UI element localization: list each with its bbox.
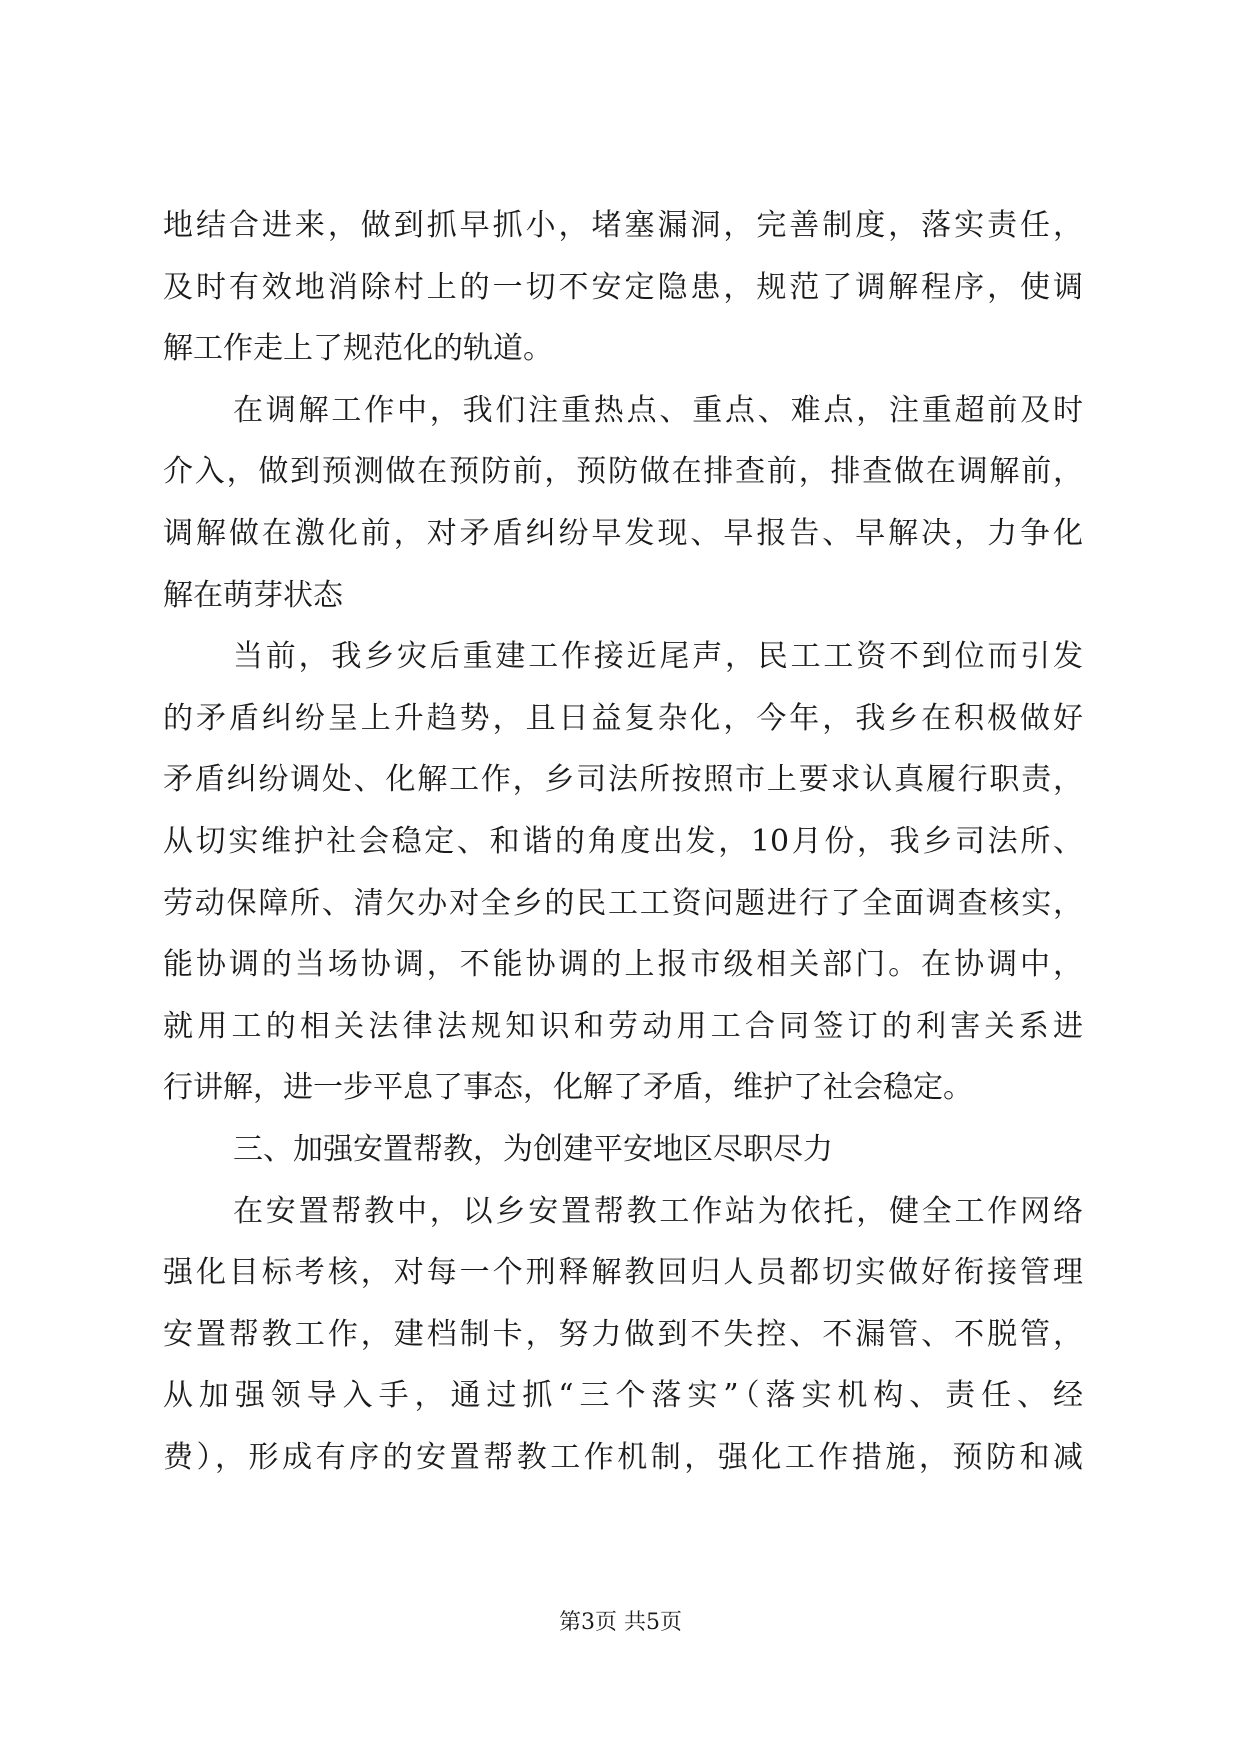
text-line: 解在萌芽状态 xyxy=(163,577,343,613)
text-line: 从加强领导入手，通过抓“三个落实”（落实机构、责任、经 xyxy=(163,1378,1083,1414)
text-line: 在安置帮教中，以乡安置帮教工作站为依托，健全工作网络 xyxy=(233,1193,1083,1229)
text-line: 行讲解，进一步平息了事态，化解了矛盾，维护了社会稳定。 xyxy=(163,1070,973,1106)
text-line: 解工作走上了规范化的轨道。 xyxy=(163,331,553,367)
text-line: 当前，我乡灾后重建工作接近尾声，民工工资不到位而引发 xyxy=(233,639,1083,675)
text-line: 安置帮教工作，建档制卡，努力做到不失控、不漏管、不脱管， xyxy=(163,1316,1083,1352)
text-line: 矛盾纠纷调处、化解工作，乡司法所按照市上要求认真履行职责， xyxy=(163,762,1083,798)
text-line: 三、加强安置帮教，为创建平安地区尽职尽力 xyxy=(233,1131,833,1167)
text-line: 从切实维护社会稳定、和谐的角度出发，10月份，我乡司法所、 xyxy=(163,823,1083,859)
text-line: 及时有效地消除村上的一切不安定隐患，规范了调解程序，使调 xyxy=(163,269,1083,305)
body-text xyxy=(163,195,1083,1488)
text-line: 强化目标考核，对每一个刑释解教回归人员都切实做好衔接管理 xyxy=(163,1255,1083,1291)
text-line: 劳动保障所、清欠办对全乡的民工工资问题进行了全面调查核实， xyxy=(163,885,1083,921)
text-line: 能协调的当场协调，不能协调的上报市级相关部门。在协调中， xyxy=(163,947,1083,983)
text-line: 的矛盾纠纷呈上升趋势，且日益复杂化，今年，我乡在积极做好 xyxy=(163,700,1083,736)
text-line: 在调解工作中，我们注重热点、重点、难点，注重超前及时 xyxy=(233,392,1083,428)
text-line: 费），形成有序的安置帮教工作机制，强化工作措施，预防和减 xyxy=(163,1439,1083,1475)
text-line: 就用工的相关法律法规知识和劳动用工合同签订的利害关系进 xyxy=(163,1008,1083,1044)
text-line: 介入，做到预测做在预防前，预防做在排查前，排查做在调解前， xyxy=(163,454,1083,490)
text-line: 调解做在激化前，对矛盾纠纷早发现、早报告、早解决，力争化 xyxy=(163,515,1083,551)
text-line: 地结合进来，做到抓早抓小，堵塞漏洞，完善制度，落实责任， xyxy=(163,208,1083,243)
page-number-footer: 第3页 共5页 xyxy=(559,1610,682,1635)
